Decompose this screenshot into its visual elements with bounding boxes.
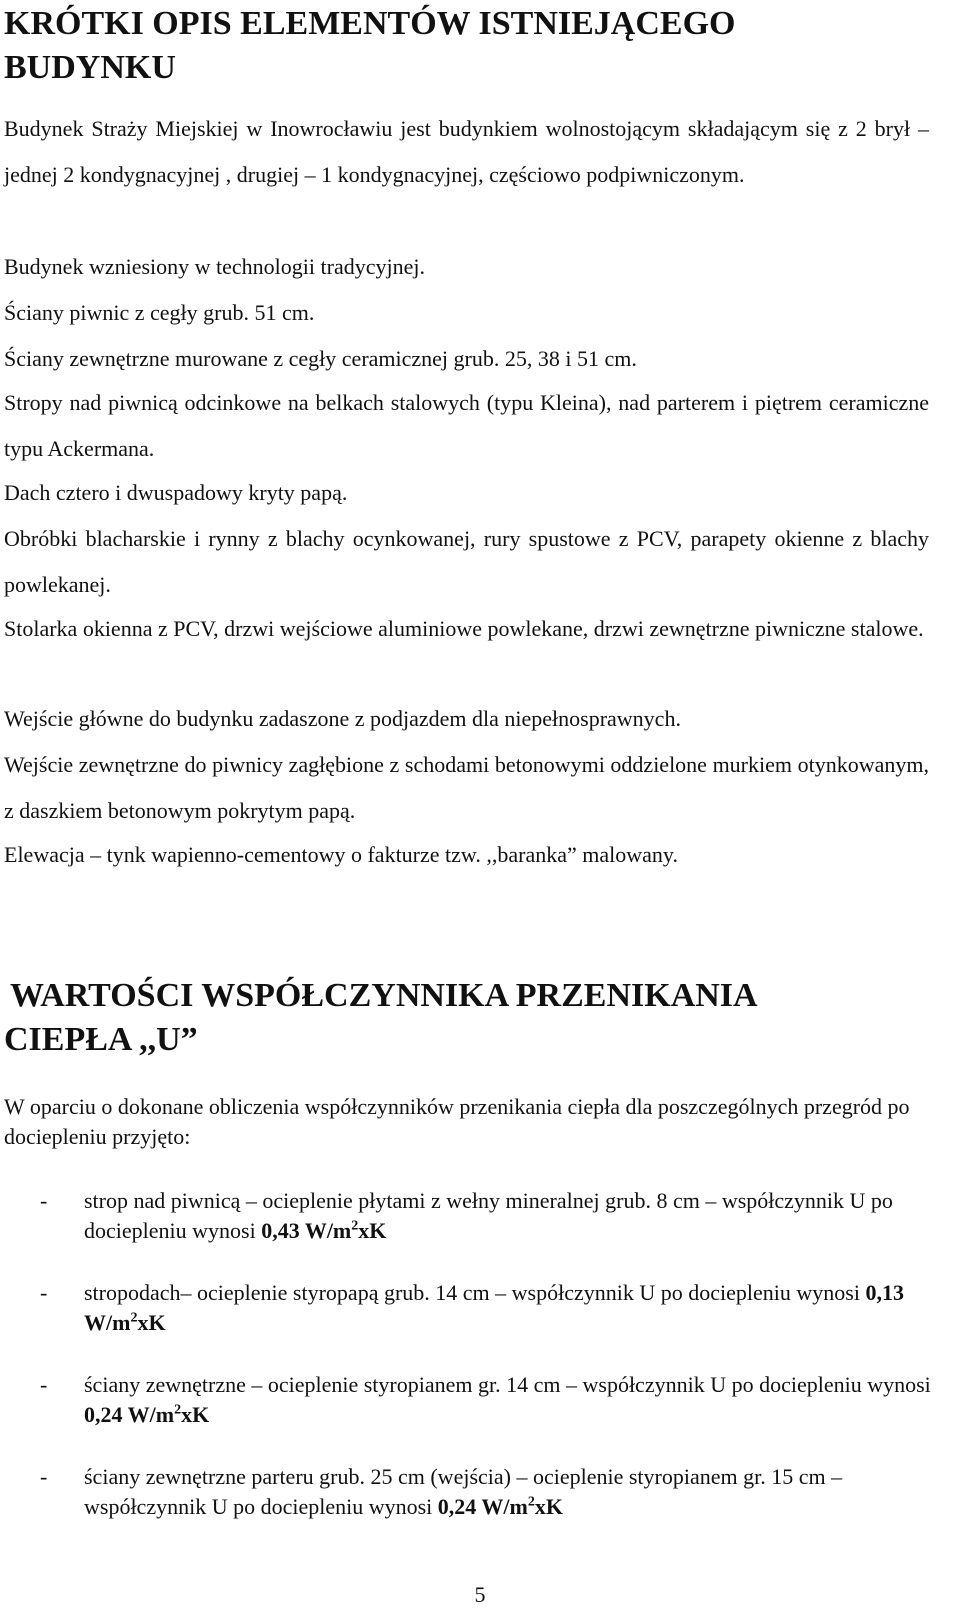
paragraph-joinery: Stolarka okienna z PCV, drzwi wejściowe aluminiowe powlekane, drzwi zewnętrzne piwniczne stalowe. (4, 616, 924, 641)
paragraph-flashing: Obróbki blacharskie i rynny z blachy ocynkowanej, rury spustowe z PCV, parapety okienne z blachy powlekanej. (4, 526, 929, 597)
paragraph-technology: Budynek wzniesiony w technologii tradycyjnej. (4, 254, 425, 279)
title-line-2: CIEPŁA ,,U” (4, 1021, 198, 1058)
paragraph-roof: Dach cztero i dwuspadowy kryty papą. (4, 480, 348, 505)
bullet-dash: - (40, 1188, 48, 1213)
list-item (4, 1462, 934, 1522)
paragraph-building-overview: Budynek Straży Miejskiej w Inowrocławiu jest budynkiem wolnostojącym składającym się z 2 brył – jednej 2 kondygnacyjnej , drugiej – 1 kondygnacyjnej, częściowo podpiwniczonym. (4, 116, 929, 187)
u-values-intro: W oparciu o dokonane obliczenia współczynników przenikania ciepła dla poszczególnych przegród po dociepleniu przyjęto: (4, 1094, 910, 1149)
u-value: 0,24 $W/m^2xK$ (84, 1402, 210, 1427)
section-title-u-values (4, 974, 944, 1062)
title-line-1: WARTOŚCI WSPÓŁCZYNNIKA PRZENIKANIA (10, 977, 758, 1014)
item-text: stropodach– ocieplenie styropapą grub. 14 cm – współczynnik U po dociepleniu wynosi (84, 1280, 860, 1305)
list-item (4, 1278, 934, 1338)
list-item (4, 1186, 934, 1246)
paragraph-basement-entrance: Wejście zewnętrzne do piwnicy zagłębione z schodami betonowymi oddzielone murkiem otynkowanym, z daszkiem betonowym pokrytym papą. (4, 752, 929, 823)
u-value: 0,13 $W/m^2xK$ (84, 1280, 904, 1335)
item-text: strop nad piwnicą – ocieplenie płytami z wełny mineralnej grub. 8 cm – współczynnik U po dociepleniu wynosi (84, 1188, 893, 1243)
bullet-dash: - (40, 1280, 48, 1305)
paragraph-main-entrance: Wejście główne do budynku zadaszone z podjazdem dla niepełnosprawnych. (4, 706, 681, 731)
paragraph-basement-walls: Ściany piwnic z cegły grub. 51 cm. (4, 300, 315, 325)
paragraph-external-walls: Ściany zewnętrzne murowane z cegły ceramicznej grub. 25, 38 i 51 cm. (4, 346, 637, 371)
item-text: ściany zewnętrzne – ocieplenie styropianem gr. 14 cm – współczynnik U po dociepleniu wynosi (84, 1372, 931, 1397)
bullet-dash: - (40, 1372, 48, 1397)
paragraph-ceilings: Stropy nad piwnicą odcinkowe na belkach stalowych (typu Kleina), nad parterem i piętrem ceramiczne typu Ackermana. (4, 390, 929, 461)
u-values-list (4, 1186, 934, 1554)
bullet-dash: - (40, 1464, 48, 1489)
item-text: ściany zewnętrzne parteru grub. 25 cm (wejścia) – ocieplenie styropianem gr. 15 cm – współczynnik U po dociepleniu wynosi (84, 1464, 843, 1519)
title-line-2: BUDYNKU (4, 49, 176, 86)
paragraph-facade: Elewacja – tynk wapienno-cementowy o fakturze tzw. ,,baranka” malowany. (4, 842, 678, 867)
list-item (4, 1370, 934, 1430)
u-value: 0,24 $W/m^2xK$ (437, 1494, 563, 1519)
title-line-1: KRÓTKI OPIS ELEMENTÓW ISTNIEJĄCEGO (4, 5, 736, 42)
u-value: 0,43 $W/m^2xK$ (261, 1218, 387, 1243)
section-title-building-description (4, 2, 944, 90)
page-number: 5 (474, 1582, 486, 1607)
